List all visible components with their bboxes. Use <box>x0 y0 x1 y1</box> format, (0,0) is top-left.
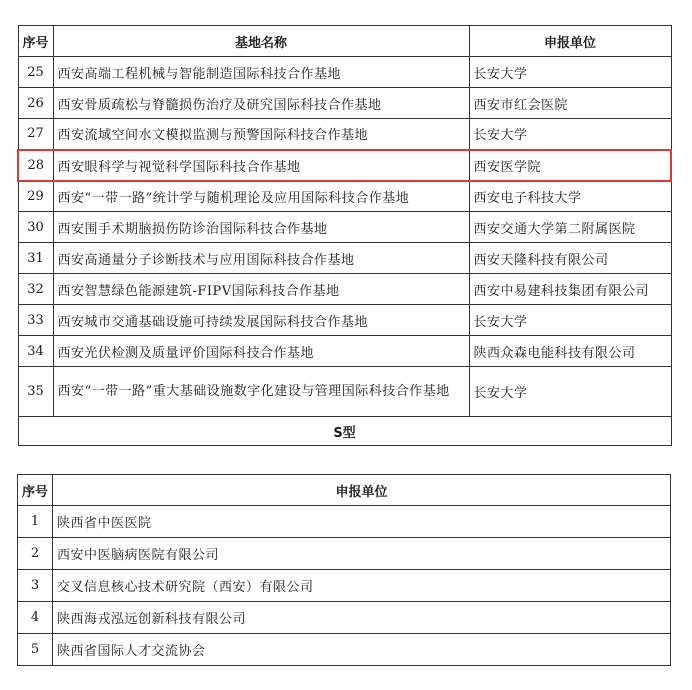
table-row <box>18 57 671 88</box>
applicant-unit: 西安市红会医院 <box>469 88 671 119</box>
applicant-unit: 长安大学 <box>469 57 671 88</box>
base-name: 西安眼科学与视觉科学国际科技合作基地 <box>53 150 469 181</box>
table-row <box>18 506 671 538</box>
table-row <box>18 367 671 417</box>
row-number: 32 <box>18 274 53 305</box>
table-header-row <box>18 475 671 506</box>
table-row <box>18 88 671 119</box>
base-name: 西安“一带一路”重大基础设施数字化建设与管理国际科技合作基地 <box>53 367 469 417</box>
header-unit: 申报单位 <box>53 475 671 506</box>
row-number: 5 <box>18 634 53 666</box>
section-label: S型 <box>18 417 671 446</box>
row-number: 31 <box>18 243 53 274</box>
base-name: 西安智慧绿色能源建筑-FIPV国际科技合作基地 <box>53 274 469 305</box>
base-list-table <box>17 25 672 446</box>
applicant-unit: 陕西省国际人才交流协会 <box>53 634 671 666</box>
base-name: 西安城市交通基础设施可持续发展国际科技合作基地 <box>53 305 469 336</box>
table-header-row <box>18 26 671 57</box>
base-name: 西安流域空间水文模拟监测与预警国际科技合作基地 <box>53 119 469 150</box>
row-number: 27 <box>18 119 53 150</box>
table-row <box>18 570 671 602</box>
row-number: 26 <box>18 88 53 119</box>
section-row <box>18 417 671 446</box>
applicant-unit: 长安大学 <box>469 367 671 417</box>
table-row <box>18 538 671 570</box>
table-row <box>18 212 671 243</box>
header-no: 序号 <box>18 26 53 57</box>
base-name: 西安高通量分子诊断技术与应用国际科技合作基地 <box>53 243 469 274</box>
row-number: 4 <box>18 602 53 634</box>
base-name: 西安光伏检测及质量评价国际科技合作基地 <box>53 336 469 367</box>
table-row <box>18 602 671 634</box>
base-name: 西安“一带一路”统计学与随机理论及应用国际科技合作基地 <box>53 181 469 212</box>
table-row <box>18 634 671 666</box>
applicant-unit: 陕西众森电能科技有限公司 <box>469 336 671 367</box>
row-number: 35 <box>18 367 53 417</box>
header-no: 序号 <box>18 475 53 506</box>
row-number: 29 <box>18 181 53 212</box>
applicant-unit: 西安交通大学第二附属医院 <box>469 212 671 243</box>
base-name: 西安围手术期脑损伤防诊治国际科技合作基地 <box>53 212 469 243</box>
header-unit: 申报单位 <box>469 26 671 57</box>
applicant-unit: 西安天隆科技有限公司 <box>469 243 671 274</box>
row-number: 34 <box>18 336 53 367</box>
table-row <box>18 274 671 305</box>
applicant-unit: 西安电子科技大学 <box>469 181 671 212</box>
table-row <box>18 119 671 150</box>
row-number: 3 <box>18 570 53 602</box>
applicant-unit: 西安中易建科技集团有限公司 <box>469 274 671 305</box>
table-row <box>18 305 671 336</box>
row-number: 1 <box>18 506 53 538</box>
applicant-unit: 陕西海戎泓远创新科技有限公司 <box>53 602 671 634</box>
header-base-name: 基地名称 <box>53 26 469 57</box>
row-number: 30 <box>18 212 53 243</box>
row-number: 28 <box>18 150 53 181</box>
applicant-unit: 交叉信息核心技术研究院（西安）有限公司 <box>53 570 671 602</box>
base-name: 西安高端工程机械与智能制造国际科技合作基地 <box>53 57 469 88</box>
applicant-unit: 西安医学院 <box>469 150 671 181</box>
applicant-unit: 长安大学 <box>469 119 671 150</box>
applicant-unit: 西安中医脑病医院有限公司 <box>53 538 671 570</box>
base-name: 西安骨质疏松与脊髓损伤治疗及研究国际科技合作基地 <box>53 88 469 119</box>
table-row <box>18 181 671 212</box>
row-number: 25 <box>18 57 53 88</box>
row-number: 33 <box>18 305 53 336</box>
s-type-unit-table <box>17 474 671 666</box>
applicant-unit: 陕西省中医医院 <box>53 506 671 538</box>
row-number: 2 <box>18 538 53 570</box>
highlighted-table-row <box>18 150 671 181</box>
table-row <box>18 243 671 274</box>
table-row <box>18 336 671 367</box>
applicant-unit: 长安大学 <box>469 305 671 336</box>
